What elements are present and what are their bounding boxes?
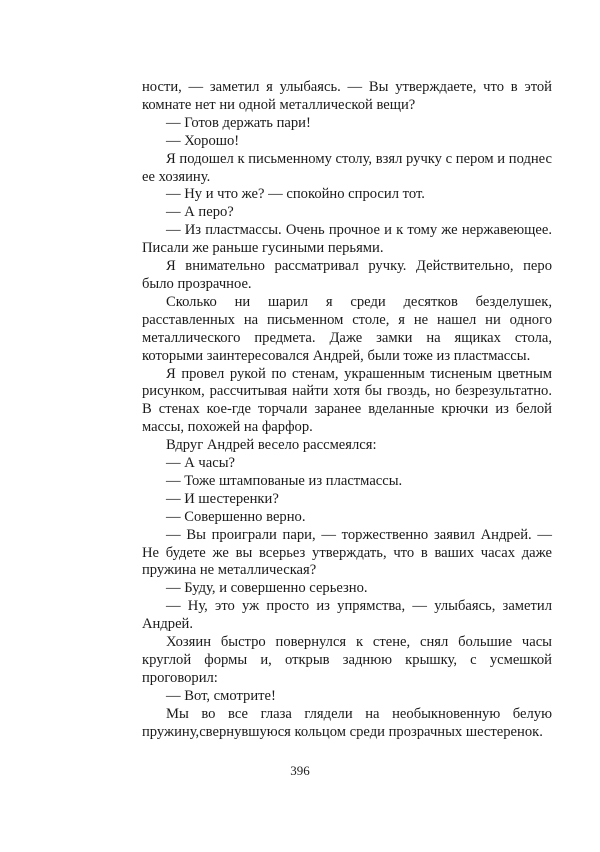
paragraph: — Хорошо!: [166, 132, 240, 149]
paragraph: Я подошел к письменному столу, взял ручку с пером и поднес ее хозяину.: [142, 150, 552, 185]
paragraph: — Совершенно верно.: [166, 508, 306, 525]
paragraph: — Буду, и совершенно серьезно.: [166, 580, 368, 597]
paragraph: Хозяин быстро повернулся к стене, снял большие часы круглой формы и, открыв заднюю крышку, с усмешкой проговорил:: [142, 634, 552, 686]
page-body: [142, 79, 552, 742]
paragraph: — Ну, это уж просто из упрямства, — улыбаясь, заметил Андрей.: [142, 598, 552, 633]
paragraph: Вдруг Андрей весело рассмеялся:: [166, 437, 377, 454]
paragraph: — Готов держать пари!: [166, 114, 311, 131]
paragraph: — Тоже штампованые из пластмассы.: [166, 472, 403, 489]
paragraph: — А перо?: [166, 204, 234, 221]
paragraph: Я провел рукой по стенам, украшенным тисненым цветным рисунком, рассчитывая найти хотя бы гвоздь, но безрезультатно. В стенах кое-где торчали заранее вделанные крючки из белой массы, похожей на фарфор.: [142, 365, 552, 436]
paragraph: ности, — заметил я улыбаясь. — Вы утверждаете, что в этой комнате нет ни одной металлической вещи?: [142, 79, 552, 113]
paragraph: Сколько ни шарил я среди десятков безделушек, расставленных на письменном столе, я не нашел ни одного металлического предмета. Даже замки на ящиках стола, которыми заинтересовался Андрей, были тоже из пластмассы.: [142, 293, 552, 364]
paragraph: — Вот, смотрите!: [166, 687, 276, 704]
paragraph: — А часы?: [166, 455, 236, 472]
page-number: 396: [290, 763, 310, 778]
paragraph: Мы во все глаза глядели на необыкновенную белую пружину,свернувшуюся кольцом среди прозрачных шестеренок.: [142, 705, 552, 740]
paragraph: Я внимательно рассматривал ручку. Действительно, перо было прозрачное.: [142, 258, 552, 292]
paragraph: — Из пластмассы. Очень прочное и к тому же нержавеющее. Писали же раньше гусиными перьями.: [142, 222, 552, 257]
paragraph: — Ну и что же? — спокойно спросил тот.: [166, 186, 425, 203]
paragraph: — И шестеренки?: [166, 490, 279, 507]
paragraph: — Вы проиграли пари, — торжественно заявил Андрей. — Не будете же вы всерьез утверждать, что в ваших часах даже пружина не металлическая?: [142, 526, 552, 579]
